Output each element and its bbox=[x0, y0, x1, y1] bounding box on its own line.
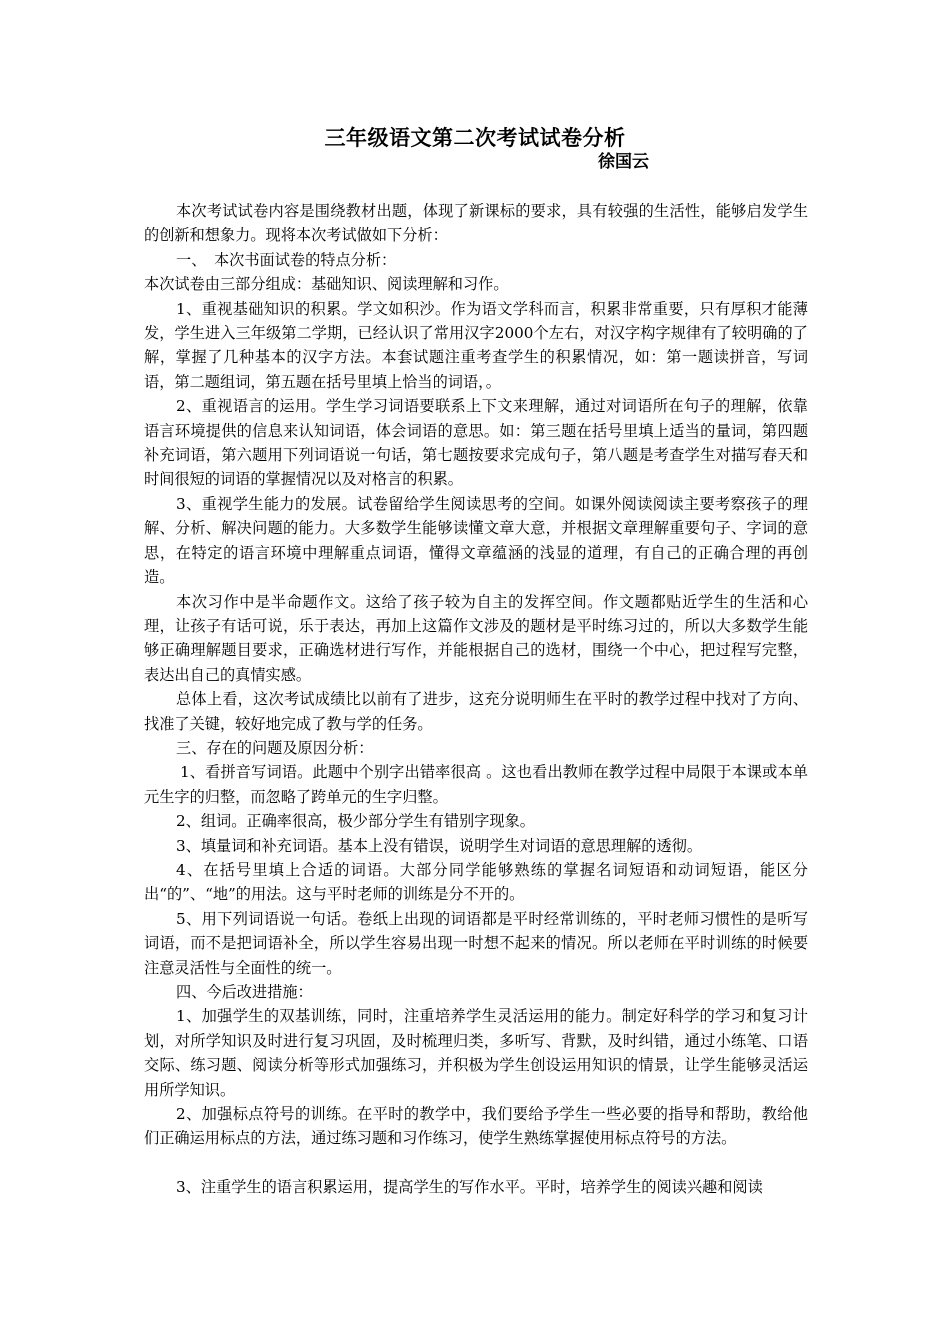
paragraph: 5、用下列词语说一句话。卷纸上出现的词语都是平时经常训练的，平时老师习惯性的是听写词语，而不是把词语补全，所以学生容易出现一时想不起来的情况。所以老师在平时训练的时候要注意灵活性与全面性的统一。 bbox=[144, 909, 808, 977]
paragraph: 3、重视学生能力的发展。试卷留给学生阅读思考的空间。如课外阅读阅读主要考察孩子的理解、分析、解决问题的能力。大多数学生能够读懂文章大意，并根据文章理解重要句子、字词的意思，在特定的语言环境中理解重点词语，懂得文章蕴涵的浅显的道理，有自己的正确合理的再创造。 bbox=[144, 494, 808, 587]
paragraph: 3、注重学生的语言积累运用，提高学生的写作水平。平时，培养学生的阅读兴趣和阅读 bbox=[176, 1178, 763, 1197]
paragraph: 1、加强学生的双基训练，同时，注重培养学生灵活运用的能力。制定好科学的学习和复习计划，对所学知识及时进行复习巩固，及时梳理归类，多听写、背默，及时纠错，通过小练笔、口语交际、练习题、阅读分析等形式加强练习，并积极为学生创设运用知识的情景，让学生能够灵活运用所学知识。 bbox=[144, 1007, 808, 1099]
paragraph: 2、组词。正确率很高，极少部分学生有错别字现象。 bbox=[176, 812, 535, 831]
paragraph: 本次试卷由三部分组成：基础知识、阅读理解和习作。 bbox=[144, 275, 509, 294]
section-heading-3: 三、存在的问题及原因分析： bbox=[176, 738, 374, 757]
paragraph: 1、重视基础知识的积累。学文如积沙。作为语文学科而言，积累非常重要，只有厚积才能薄发，学生进入三年级第二学期，已经认识了常用汉字2000个左右，对汉字构字规律有了较明确的了解，掌握了几种基本的汉字方法。本套试题注重考查学生的积累情况，如：第一题读拼音，写词语，第二题组词，第五题在括号里填上恰当的词语，。 bbox=[144, 299, 808, 391]
paragraph: 2、重视语言的运用。学生学习词语要联系上下文来理解，通过对词语所在句子的理解，依靠语言环境提供的信息来认知词语，体会词语的意思。如：第三题在括号里填上适当的量词，第四题补充词语，第六题用下列词语说一句话，第七题按要求完成句子，第八题是考查学生对描写春天和时间很短的词语的掌握情况以及对格言的积累。 bbox=[144, 397, 808, 489]
paragraph: 本次习作中是半命题作文。这给了孩子较为自主的发挥空间。作文题都贴近学生的生活和心理，让孩子有话可说，乐于表达，再加上这篇作文涉及的题材是平时练习过的，所以大多数学生能够正确理解题目要求，正确选材进行写作，并能根据自己的选材，围绕一个中心，把过程写完整，表达出自己的真情实感。 bbox=[144, 592, 808, 684]
blank-line bbox=[144, 1151, 808, 1175]
intro-paragraph: 本次考试试卷内容是围绕教材出题，体现了新课标的要求，具有较强的生活性，能够启发学生的创新和想象力。现将本次考试做如下分析： bbox=[144, 202, 808, 245]
paragraph: 2、加强标点符号的训练。在平时的教学中，我们要给予学生一些必要的指导和帮助，教给他们正确运用标点的方法，通过练习题和习作练习，使学生熟练掌握使用标点符号的方法。 bbox=[144, 1105, 808, 1148]
section-heading-1: 一、 本次书面试卷的特点分析： bbox=[176, 250, 397, 269]
paragraph: 4、在括号里填上合适的词语。大部分同学能够熟练的掌握名词短语和动词短语，能区分出“的”、“地”的用法。这与平时老师的训练是分不开的。 bbox=[144, 860, 808, 904]
paragraph: 3、填量词和补充词语。基本上没有错误，说明学生对词语的意思理解的透彻。 bbox=[176, 836, 703, 855]
section-heading-4: 四、今后改进措施： bbox=[176, 983, 313, 1001]
document-author: 徐国云 bbox=[598, 152, 649, 172]
document-title: 三年级语文第二次考试试卷分析 bbox=[324, 125, 626, 150]
document-body bbox=[144, 199, 808, 1200]
paragraph: 总体上看，这次考试成绩比以前有了进步，这充分说明师生在平时的教学过程中找对了方向、找准了关键，较好地完成了教与学的任务。 bbox=[144, 690, 808, 733]
paragraph: 1、看拼音写词语。此题中个别字出错率很高 。这也看出教师在教学过程中局限于本课或本单元生字的归整，而忽略了跨单元的生字归整。 bbox=[144, 763, 808, 806]
